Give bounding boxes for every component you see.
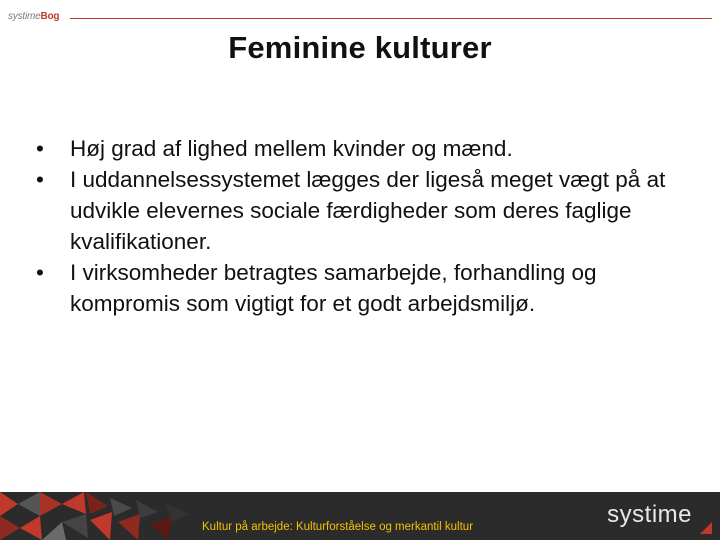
- bullet-marker: •: [36, 260, 44, 285]
- systime-bog-logo: [8, 11, 59, 23]
- bullet-marker: •: [36, 167, 44, 192]
- footer-course-title: Kultur på arbejde: Kulturforståelse og merkantil kultur: [202, 521, 474, 533]
- slide-title: Feminine kulturer: [228, 30, 492, 65]
- triangle-pattern-decoration: [0, 492, 200, 540]
- bullet-item: [30, 133, 690, 164]
- systime-brand-logo: systime: [607, 501, 692, 528]
- header-divider: [70, 18, 712, 19]
- logo-bog-text: Bog: [40, 11, 60, 22]
- bullet-text: I uddannelsessystemet lægges der ligeså meget vægt på at udvikle elevernes sociale færdigheder som deres faglige kvalifikationer.: [70, 167, 666, 254]
- bullet-text: I virksomheder betragtes samarbejde, forhandling og kompromis som vigtigt for et godt arbejdsmiljø.: [70, 260, 597, 316]
- footer-bar: [0, 492, 720, 540]
- bullet-item: [30, 164, 690, 257]
- brand-corner-icon: [700, 522, 712, 534]
- bullet-list: [30, 133, 690, 319]
- logo-systime-text: systime: [8, 11, 41, 22]
- bullet-text: Høj grad af lighed mellem kvinder og mænd.: [70, 136, 513, 161]
- bullet-marker: •: [36, 136, 44, 161]
- bullet-item: [30, 257, 690, 319]
